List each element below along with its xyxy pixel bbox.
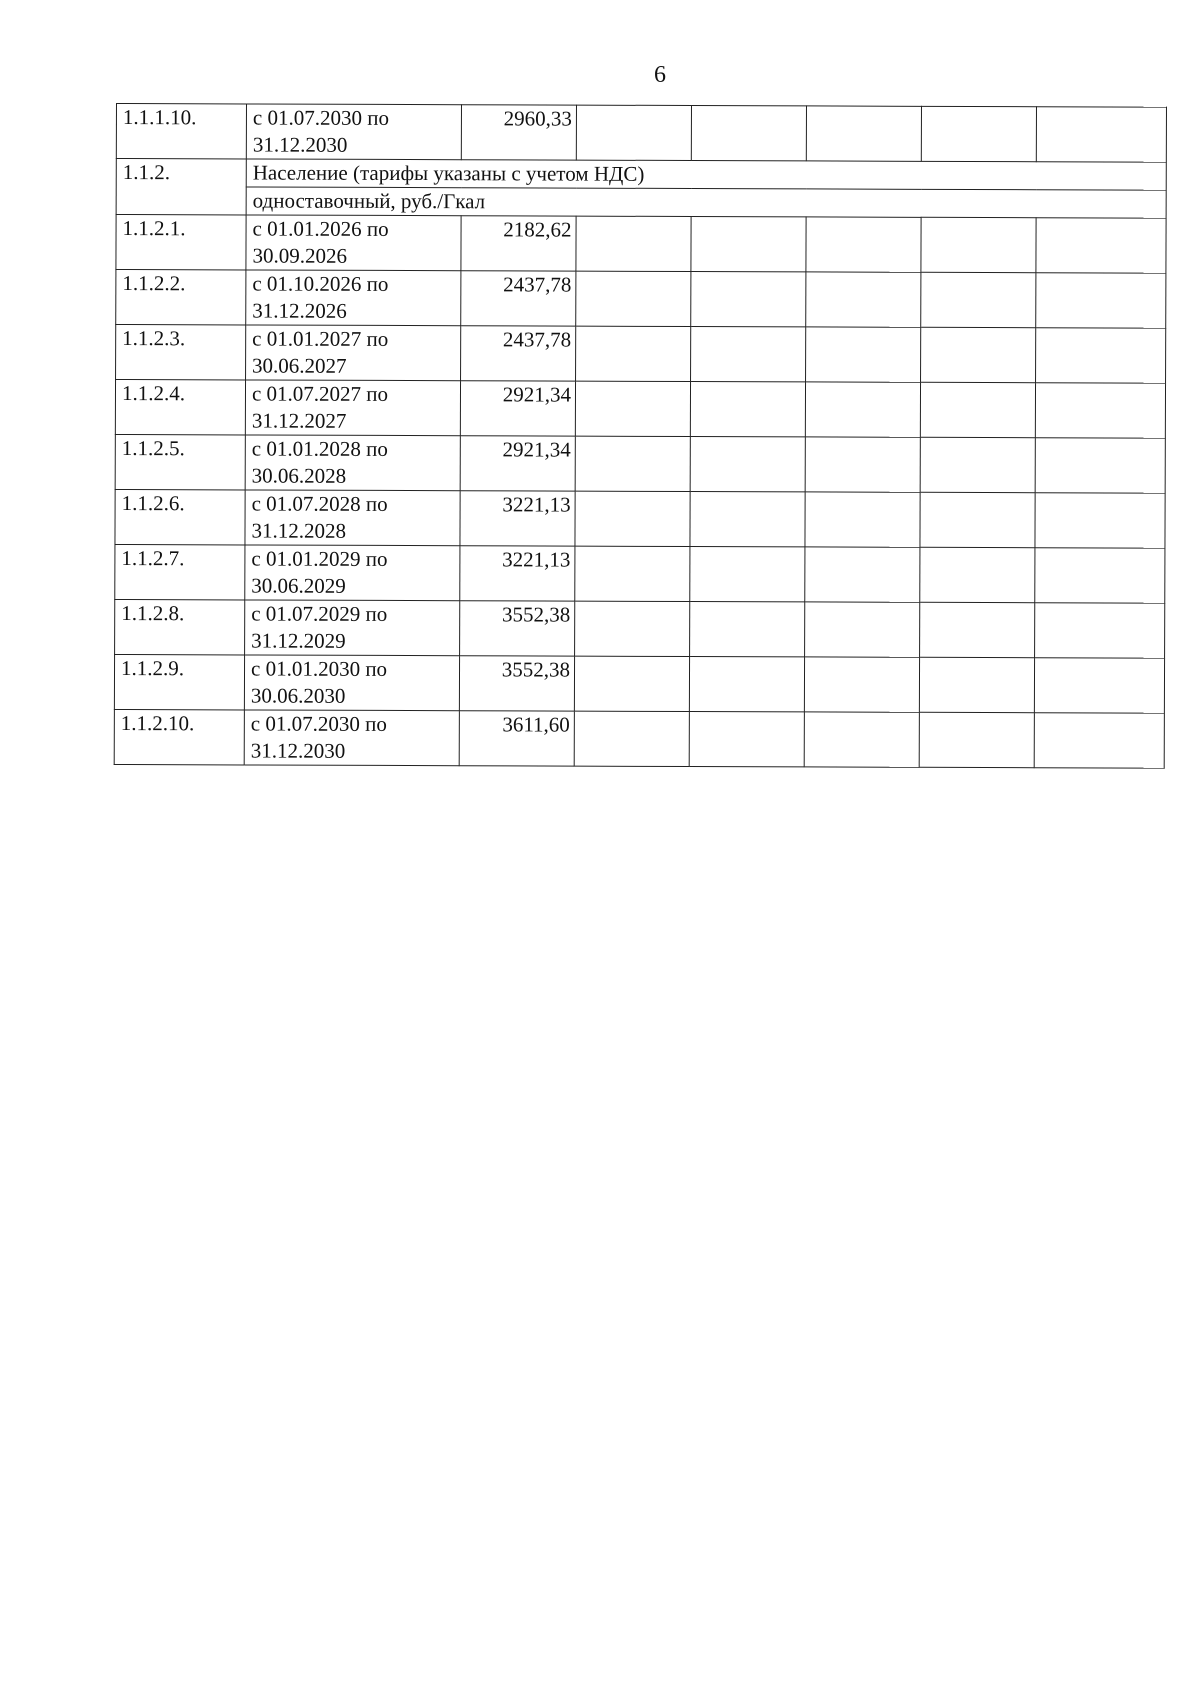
empty-cell xyxy=(1036,328,1166,383)
empty-cell xyxy=(804,657,919,712)
row-number: 1.1.2.9. xyxy=(114,654,244,709)
empty-cell xyxy=(690,382,805,437)
empty-cell xyxy=(690,547,805,602)
empty-cell xyxy=(576,326,691,381)
section-title: Население (тарифы указаны с учетом НДС) xyxy=(246,159,1166,190)
empty-cell xyxy=(920,492,1035,547)
empty-cell xyxy=(919,657,1034,712)
empty-cell xyxy=(806,272,921,327)
row-period xyxy=(244,710,459,766)
empty-cell xyxy=(805,547,920,602)
period-to: 31.12.2030 xyxy=(252,132,348,157)
empty-cell xyxy=(691,106,806,161)
row-number: 1.1.1.10. xyxy=(116,104,246,159)
empty-cell xyxy=(806,106,921,161)
period-from: с 01.07.2030 по xyxy=(250,711,387,736)
period-from: с 01.01.2030 по xyxy=(250,656,388,681)
empty-cell xyxy=(575,491,690,546)
row-period xyxy=(246,270,461,326)
empty-cell xyxy=(806,217,921,272)
row-tariff-value: 3552,38 xyxy=(459,656,574,711)
row-tariff-value: 3221,13 xyxy=(460,491,575,546)
empty-cell xyxy=(576,271,691,326)
period-to: 31.12.2026 xyxy=(252,298,347,323)
period-to: 31.12.2027 xyxy=(251,408,347,433)
period-to: 31.12.2030 xyxy=(250,738,346,763)
row-tariff-value: 2921,34 xyxy=(460,436,575,491)
empty-cell xyxy=(805,437,920,492)
empty-cell xyxy=(805,382,920,437)
period-from: с 01.07.2029 по xyxy=(251,601,388,626)
period-from: с 01.01.2029 по xyxy=(251,546,388,571)
empty-cell xyxy=(689,712,804,767)
period-to: 30.06.2030 xyxy=(250,683,346,708)
period-to: 30.06.2028 xyxy=(251,463,347,488)
empty-cell xyxy=(921,106,1036,161)
empty-cell xyxy=(690,492,805,547)
empty-cell xyxy=(921,327,1036,382)
row-tariff-value: 2960,33 xyxy=(461,105,576,160)
empty-cell xyxy=(920,547,1035,602)
empty-cell xyxy=(921,272,1036,327)
table-row xyxy=(116,270,1166,329)
empty-cell xyxy=(804,712,919,767)
empty-cell xyxy=(690,437,805,492)
row-tariff-value: 2182,62 xyxy=(461,216,576,271)
row-tariff-value: 2437,78 xyxy=(461,326,576,381)
empty-cell xyxy=(576,105,691,160)
empty-cell xyxy=(1036,218,1166,273)
empty-cell xyxy=(575,601,690,656)
table-row xyxy=(115,380,1165,439)
period-to: 31.12.2029 xyxy=(251,628,346,653)
row-period xyxy=(246,325,461,381)
period-from: с 01.01.2027 по xyxy=(252,326,389,351)
page-number: 6 xyxy=(654,62,666,88)
table-row xyxy=(115,489,1165,548)
period-from: с 01.07.2027 по xyxy=(251,381,389,406)
empty-cell xyxy=(576,216,691,271)
empty-cell xyxy=(689,657,804,712)
tariff-table-body xyxy=(114,104,1166,769)
section-subtitle-row xyxy=(116,187,1166,219)
empty-cell xyxy=(1035,603,1165,658)
empty-cell xyxy=(806,327,921,382)
section-header-row xyxy=(116,159,1166,191)
row-number: 1.1.2.7. xyxy=(115,544,245,599)
period-to: 30.09.2026 xyxy=(252,243,348,268)
row-period xyxy=(246,104,461,160)
empty-cell xyxy=(1035,493,1165,548)
row-period xyxy=(245,600,460,656)
table-row xyxy=(115,434,1165,493)
empty-cell xyxy=(691,327,806,382)
row-tariff-value: 2921,34 xyxy=(460,381,575,436)
period-to: 31.12.2028 xyxy=(251,518,347,543)
row-period xyxy=(245,435,460,491)
table-row xyxy=(115,599,1165,658)
empty-cell xyxy=(805,602,920,657)
row-tariff-value: 3552,38 xyxy=(460,601,575,656)
period-from: с 01.10.2026 по xyxy=(252,271,389,296)
empty-cell xyxy=(690,602,805,657)
row-number: 1.1.2.2. xyxy=(116,270,246,325)
empty-cell xyxy=(1035,438,1165,493)
empty-cell xyxy=(575,381,690,436)
row-number: 1.1.2.10. xyxy=(114,709,244,764)
empty-cell xyxy=(574,711,689,766)
row-period xyxy=(245,545,460,601)
empty-cell xyxy=(575,436,690,491)
row-number: 1.1.2.4. xyxy=(115,380,245,435)
empty-cell xyxy=(805,492,920,547)
row-period xyxy=(246,215,461,271)
row-period xyxy=(244,655,459,711)
period-to: 30.06.2027 xyxy=(252,353,347,378)
row-number: 1.1.2.1. xyxy=(116,215,246,270)
period-to: 30.06.2029 xyxy=(251,573,346,598)
table-row xyxy=(114,654,1164,713)
tariff-table xyxy=(114,103,1167,769)
empty-cell xyxy=(1034,713,1164,768)
empty-cell xyxy=(921,217,1036,272)
row-tariff-value: 2437,78 xyxy=(461,271,576,326)
empty-cell xyxy=(574,656,689,711)
period-from: с 01.07.2028 по xyxy=(251,491,388,516)
empty-cell xyxy=(919,712,1034,767)
table-row xyxy=(116,215,1166,274)
row-tariff-value: 3221,13 xyxy=(460,546,575,601)
section-number: 1.1.2. xyxy=(116,159,246,215)
empty-cell xyxy=(1034,658,1164,713)
empty-cell xyxy=(575,546,690,601)
row-number: 1.1.2.8. xyxy=(115,599,245,654)
empty-cell xyxy=(920,602,1035,657)
row-number: 1.1.2.5. xyxy=(115,434,245,489)
row-number: 1.1.2.6. xyxy=(115,489,245,544)
empty-cell xyxy=(1035,383,1165,438)
period-from: с 01.07.2030 по xyxy=(252,105,390,130)
row-period xyxy=(245,490,460,546)
empty-cell xyxy=(920,382,1035,437)
empty-cell xyxy=(1035,548,1165,603)
table-row xyxy=(116,104,1166,163)
empty-cell xyxy=(1036,107,1166,162)
row-tariff-value: 3611,60 xyxy=(459,711,574,766)
period-from: с 01.01.2026 по xyxy=(252,216,389,241)
empty-cell xyxy=(920,437,1035,492)
table-row xyxy=(115,544,1165,603)
row-period xyxy=(245,380,460,436)
row-number: 1.1.2.3. xyxy=(116,325,246,380)
empty-cell xyxy=(691,272,806,327)
section-subtitle: одноставочный, руб./Гкал xyxy=(246,187,1166,218)
table-row xyxy=(116,325,1166,384)
period-from: с 01.01.2028 по xyxy=(251,436,388,461)
empty-cell xyxy=(1036,273,1166,328)
empty-cell xyxy=(691,217,806,272)
table-row xyxy=(114,709,1164,768)
